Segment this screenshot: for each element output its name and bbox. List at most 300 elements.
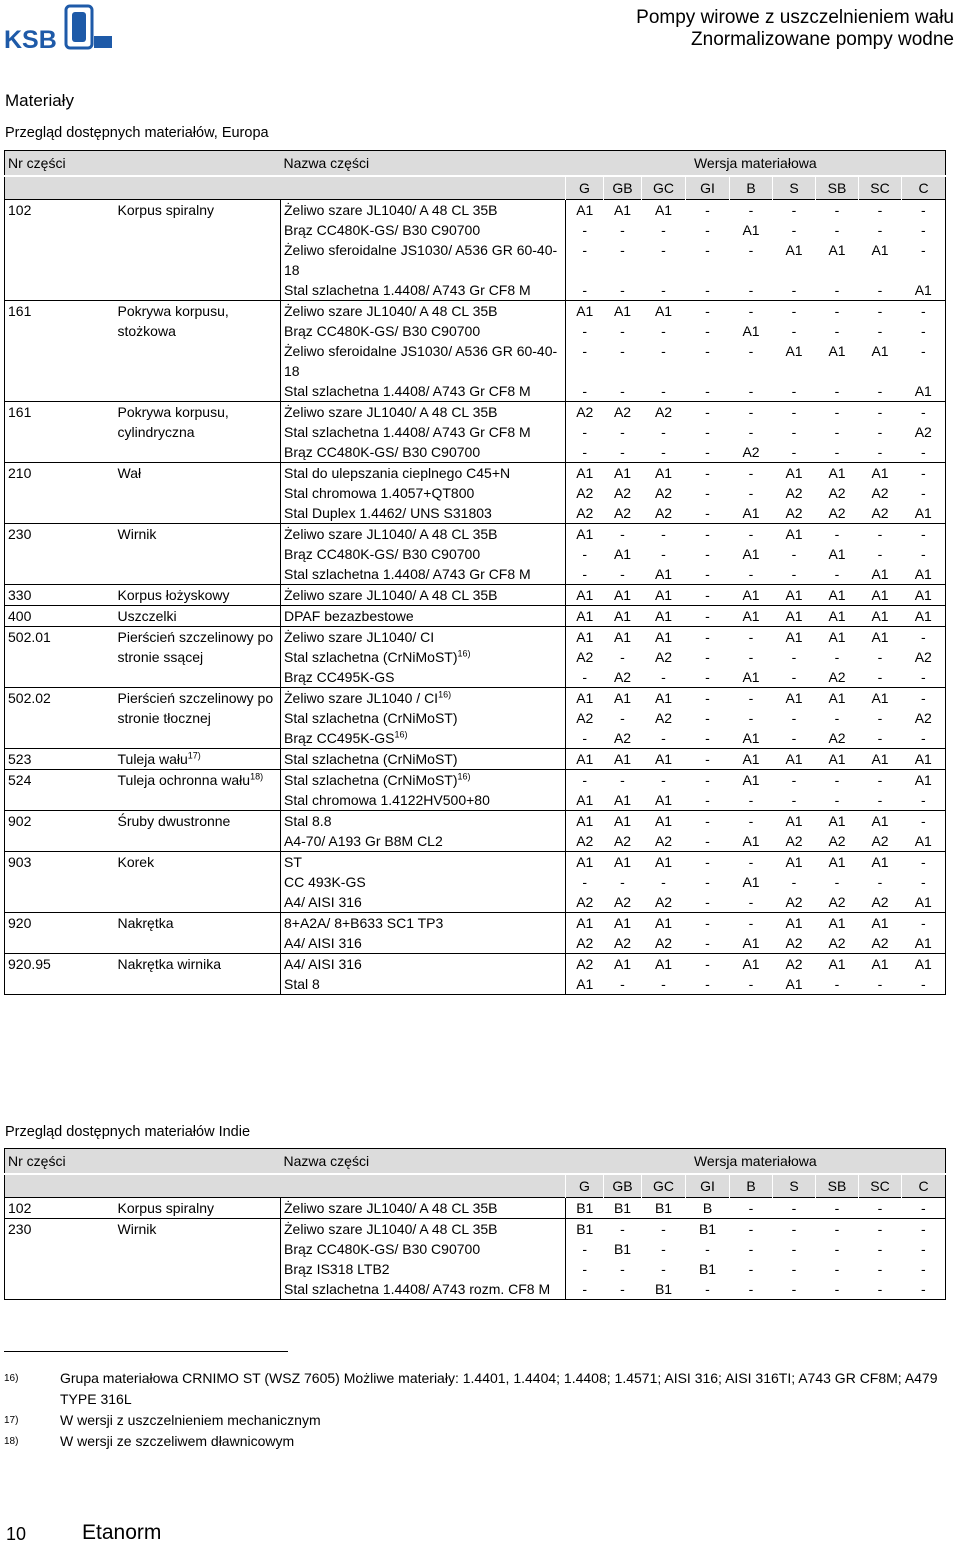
variant-cell-gc: A1 [642, 463, 686, 484]
variant-cell-gc: A1 [654, 792, 673, 808]
variant-cell-gb: A2 [604, 402, 642, 423]
variant-cell-gi: - [705, 383, 710, 399]
variant-cell-gc: - [661, 1241, 666, 1257]
india-materials-table [4, 1148, 946, 1300]
variant-cell-gi: - [705, 710, 710, 726]
footnote-text: Grupa materiałowa CRNIMO ST (WSZ 7605) Możliwe materiały: 1.4401, 1.4404; 1.4408; 1.4571; AISI 316; AISI 316TI; A743 GR CF8M; A479 TYPE 316L [60, 1370, 938, 1407]
variant-cell-gi: - [705, 649, 710, 665]
part-name-text: Uszczelki [117, 608, 177, 624]
variant-cell-sb: - [816, 301, 859, 322]
variant-cell-s: - [791, 1281, 797, 1297]
variant-cell-s: A1 [785, 976, 803, 992]
variant-cell-sc: - [877, 546, 883, 562]
material-name [281, 200, 566, 221]
material-name [281, 974, 566, 995]
variant-cell-g: - [566, 770, 604, 791]
variant-cell-sb: A1 [816, 749, 859, 770]
variant-cell-c: - [902, 524, 946, 545]
material-text: Stal szlachetna 1.4408/ A743 Gr CF8 M [284, 424, 531, 440]
variant-cell-s: - [791, 383, 797, 399]
material-name [281, 811, 566, 832]
material-name [281, 728, 566, 749]
variant-cell-sb: A1 [816, 954, 859, 975]
material-text: Stal 8 [284, 976, 320, 992]
variant-cell-sb: - [834, 566, 840, 582]
variant-cell-sb: - [834, 1241, 840, 1257]
material-text: A4/ AISI 316 [284, 956, 362, 972]
variant-cell-gc: A2 [642, 402, 686, 423]
variant-cell-gi: - [705, 976, 710, 992]
variant-header-sc: SC [859, 1174, 902, 1198]
part-name [115, 954, 281, 995]
part-number: 330 [5, 585, 115, 606]
variant-cell-b: - [748, 1261, 754, 1277]
material-name [281, 220, 566, 240]
footnote-number: 16) [4, 1373, 19, 1384]
part-name-text: Tuleja ochronna wału [117, 772, 251, 788]
variant-cell-c: A1 [914, 505, 932, 521]
variant-cell-c: A1 [914, 566, 932, 582]
variant-cell-s: A1 [773, 524, 816, 545]
material-name [281, 1279, 566, 1300]
variant-cell-g: A1 [566, 627, 604, 648]
variant-cell-g: A1 [566, 790, 604, 811]
variant-cell-sb: - [834, 792, 840, 808]
variant-header-sb: SB [816, 1174, 859, 1198]
variant-cell-g: B1 [566, 1219, 604, 1240]
material-name [281, 688, 566, 709]
variant-cell-sc: A2 [871, 485, 889, 501]
variant-cell-gc: A1 [642, 852, 686, 873]
variant-cell-b: - [748, 242, 754, 258]
variant-cell-c: A1 [902, 770, 946, 791]
variant-cell-gi: - [686, 585, 730, 606]
variant-cell-b: A1 [742, 730, 760, 746]
variant-cell-sb: - [834, 383, 840, 399]
variant-cell-c: A1 [902, 585, 946, 606]
footnote-ref: 16) [457, 648, 471, 659]
col-name-header: Nazwa części [115, 1149, 566, 1175]
variant-cell-gb: - [620, 1281, 625, 1297]
material-text: Brąz CC495K-GS [284, 730, 395, 746]
variant-cell-gi: - [705, 566, 710, 582]
variant-cell-sc: - [877, 792, 883, 808]
material-name [281, 301, 566, 322]
material-text: Brąz CC480K-GS/ B30 C90700 [284, 222, 481, 238]
variant-cell-gb: - [620, 424, 625, 440]
variant-cell-s: A1 [773, 688, 816, 709]
variant-cell-gc: A2 [654, 505, 673, 521]
material-name [281, 1219, 566, 1240]
variant-cell-b: - [730, 1198, 773, 1219]
footnote-divider [4, 1351, 288, 1352]
variant-cell-g: - [566, 1259, 604, 1279]
part-name [115, 301, 281, 402]
variant-cell-sc: A1 [859, 913, 902, 934]
variant-cell-c: - [920, 343, 926, 359]
variant-header-s: S [773, 1174, 816, 1198]
variant-cell-sc: A1 [871, 343, 889, 359]
variant-header-gc: GC [642, 176, 686, 200]
material-text: Żeliwo szare JL1040/ A 48 CL 35B [284, 587, 498, 603]
variant-cell-gc: A2 [654, 710, 673, 726]
variant-cell-c: A1 [914, 383, 932, 399]
variant-cell-sb: - [834, 710, 840, 726]
variant-cell-c: - [920, 444, 926, 460]
variant-cell-gb: A1 [604, 852, 642, 873]
variant-cell-g: A1 [566, 913, 604, 934]
variant-cell-gi: - [705, 242, 710, 258]
variant-cell-g: - [566, 544, 604, 564]
variant-cell-c: - [902, 852, 946, 873]
variant-cell-gc: A2 [654, 649, 673, 665]
part-number: 502.01 [5, 627, 115, 688]
variant-cell-c: A2 [914, 424, 932, 440]
variant-cell-b: - [730, 913, 773, 934]
variant-cell-b: A1 [742, 323, 760, 339]
variant-cell-s: A2 [785, 833, 803, 849]
variant-header-sc: SC [859, 176, 902, 200]
variant-cell-c: A2 [914, 649, 932, 665]
material-text: Brąz CC480K-GS/ B30 C90700 [284, 1241, 481, 1257]
variant-cell-sb: A2 [828, 505, 846, 521]
material-name [281, 402, 566, 423]
material-text: ST [284, 854, 302, 870]
variant-cell-gc: A1 [642, 811, 686, 832]
table-row [5, 770, 946, 791]
variant-cell-sb: A2 [828, 935, 846, 951]
variant-cell-gi: - [705, 1281, 710, 1297]
material-name [281, 483, 566, 503]
variant-cell-sc: A1 [859, 811, 902, 832]
part-name [115, 811, 281, 852]
variant-cell-sb: - [834, 222, 840, 238]
variant-cell-sc: - [877, 383, 883, 399]
variant-cell-s: A1 [773, 913, 816, 934]
variant-cell-b: - [730, 627, 773, 648]
variant-header-gb: GB [604, 1174, 642, 1198]
variant-header-g: G [566, 176, 604, 200]
variant-header-b: B [730, 176, 773, 200]
variant-cell-gc: A1 [642, 954, 686, 975]
material-text: Brąz CC480K-GS/ B30 C90700 [284, 546, 481, 562]
variant-cell-c: A1 [914, 935, 932, 951]
variant-cell-c: - [920, 485, 926, 501]
variant-cell-g: A1 [566, 524, 604, 545]
variant-cell-b: - [748, 343, 754, 359]
material-text: A4/ AISI 316 [284, 894, 362, 910]
part-name-text: Pokrywa korpusu, cylindryczna [117, 404, 229, 440]
variant-header-gi: GI [686, 176, 730, 200]
header-blank [5, 176, 566, 200]
variant-cell-g: - [566, 381, 604, 402]
variant-cell-gb: A1 [604, 811, 642, 832]
material-name [281, 463, 566, 484]
variant-cell-gb: A2 [613, 669, 632, 685]
variant-cell-gb: A1 [604, 627, 642, 648]
variant-cell-s: A2 [785, 485, 803, 501]
variant-cell-g: - [566, 667, 604, 688]
material-text: Stal szlachetna 1.4408/ A743 rozm. CF8 M [284, 1281, 551, 1297]
variant-cell-sb: A1 [816, 606, 859, 627]
footnote-ref: 18) [250, 771, 264, 782]
variant-cell-g: A1 [566, 852, 604, 873]
variant-cell-g: A2 [566, 483, 604, 503]
variant-cell-sb: - [834, 649, 840, 665]
part-name-text: Nakrętka wirnika [117, 956, 221, 972]
variant-cell-gi: - [705, 894, 710, 910]
variant-cell-s: - [791, 874, 797, 890]
material-text: Żeliwo szare JL1040/ A 48 CL 35B [284, 303, 498, 319]
variant-cell-sb: A2 [828, 833, 846, 849]
material-name [281, 933, 566, 954]
variant-cell-gb: A1 [604, 585, 642, 606]
material-text: Stal szlachetna 1.4408/ A743 Gr CF8 M [284, 566, 531, 582]
variant-cell-s: A1 [773, 585, 816, 606]
variant-cell-c: - [902, 688, 946, 709]
variant-cell-gc: A1 [642, 200, 686, 221]
material-text: Stal chromowa 1.4122HV500+80 [284, 792, 490, 808]
variant-cell-c: - [920, 1281, 926, 1297]
variant-cell-c: - [920, 323, 926, 339]
variant-cell-gb: A1 [604, 463, 642, 484]
variant-cell-c: - [920, 222, 926, 238]
variant-cell-s: - [773, 770, 816, 791]
variant-cell-gc: - [661, 242, 666, 258]
variant-cell-b: - [730, 1219, 773, 1240]
variant-cell-gi: - [705, 669, 710, 685]
material-name [281, 1259, 566, 1279]
variant-cell-gc: - [661, 730, 666, 746]
variant-cell-gi: - [705, 505, 710, 521]
material-name [281, 280, 566, 301]
variant-cell-g: - [566, 1239, 604, 1259]
variant-cell-s: A1 [773, 852, 816, 873]
variant-cell-c: - [920, 242, 926, 258]
variant-cell-g: A2 [566, 954, 604, 975]
material-name [281, 770, 566, 791]
variant-cell-gb: A2 [613, 935, 632, 951]
variant-cell-gc: A2 [654, 894, 673, 910]
part-number: 230 [5, 1219, 115, 1300]
variant-cell-g: - [566, 321, 604, 341]
variant-cell-g: A1 [566, 301, 604, 322]
variant-cell-gc: - [661, 383, 666, 399]
footnote-ref: 16) [438, 689, 452, 700]
material-name [281, 872, 566, 892]
variant-cell-c: - [920, 1241, 926, 1257]
table-row [5, 811, 946, 832]
variant-cell-sb: - [816, 200, 859, 221]
part-name [115, 463, 281, 524]
variant-header-c: C [902, 1174, 946, 1198]
variant-cell-gi: - [705, 343, 710, 359]
variant-cell-gb: - [620, 1261, 625, 1277]
table-row [5, 463, 946, 484]
material-name [281, 852, 566, 873]
variant-cell-gb: A1 [604, 749, 642, 770]
variant-cell-b: - [748, 383, 754, 399]
variant-cell-gi: - [686, 688, 730, 709]
variant-cell-gb: - [620, 444, 625, 460]
material-name [281, 503, 566, 524]
variant-cell-gc: A1 [642, 913, 686, 934]
variant-cell-g: A2 [566, 892, 604, 913]
variant-cell-s: - [791, 649, 797, 665]
variant-cell-c: - [920, 730, 926, 746]
part-name [115, 1198, 281, 1219]
part-name-text: Pierścień szczelinowy po stronie ssącej [117, 629, 274, 665]
variant-cell-gi: B [686, 1198, 730, 1219]
variant-cell-sb: A2 [828, 669, 846, 685]
material-name [281, 954, 566, 975]
variant-cell-c: - [902, 463, 946, 484]
variant-cell-sc: - [877, 1241, 883, 1257]
variant-cell-sc: - [877, 649, 883, 665]
variant-cell-gi: - [705, 444, 710, 460]
footnote-ref: 16) [457, 771, 471, 782]
material-name [281, 321, 566, 341]
variant-cell-s: - [773, 301, 816, 322]
variant-cell-sc: A1 [859, 606, 902, 627]
footnote-text: W wersji z uszczelnieniem mechanicznym [60, 1412, 321, 1428]
variant-cell-gi: - [686, 913, 730, 934]
variant-cell-b: A1 [730, 770, 773, 791]
variant-cell-gi: - [705, 323, 710, 339]
variant-cell-s: A1 [773, 606, 816, 627]
table-row [5, 913, 946, 934]
part-name-text: Korek [117, 854, 155, 870]
variant-cell-gi: - [686, 627, 730, 648]
variant-cell-b: A1 [742, 222, 760, 238]
variant-cell-gc: A1 [642, 606, 686, 627]
variant-cell-sb: A2 [828, 730, 846, 746]
variant-cell-b: - [730, 524, 773, 545]
variant-cell-sc: A1 [871, 566, 889, 582]
material-name [281, 627, 566, 648]
table-row [5, 606, 946, 627]
variant-cell-sb: - [834, 323, 840, 339]
table-row [5, 200, 946, 221]
variant-cell-g: - [566, 872, 604, 892]
material-text: Brąz IS318 LTB2 [284, 1261, 390, 1277]
variant-cell-g: A2 [566, 647, 604, 667]
variant-cell-sc: - [877, 874, 883, 890]
ksb-logo-text: KSB [4, 26, 57, 52]
variant-cell-sc: A1 [859, 852, 902, 873]
variant-cell-g: - [566, 442, 604, 463]
variant-cell-sc: - [859, 200, 902, 221]
variant-cell-gi: - [705, 730, 710, 746]
table-row [5, 1198, 946, 1219]
material-name [281, 1239, 566, 1259]
variant-cell-s: A1 [773, 811, 816, 832]
variant-cell-sb: - [816, 524, 859, 545]
variant-cell-sc: - [859, 770, 902, 791]
variant-cell-s: - [791, 424, 797, 440]
variant-cell-s: A1 [785, 343, 803, 359]
variant-cell-c: A1 [914, 833, 932, 849]
variant-cell-gc: - [661, 343, 666, 359]
part-number: 210 [5, 463, 115, 524]
material-name [281, 606, 566, 627]
variant-cell-gc: B1 [654, 1281, 673, 1297]
part-name-text: Korpus spiralny [117, 202, 214, 218]
variant-header-s: S [773, 176, 816, 200]
variant-cell-b: A1 [730, 585, 773, 606]
variant-cell-s: - [791, 566, 797, 582]
part-name-text: Korpus spiralny [117, 1200, 214, 1216]
variant-cell-sb: A1 [828, 242, 846, 258]
material-text: Stal 8.8 [284, 813, 332, 829]
variant-cell-b: A1 [742, 505, 760, 521]
variant-cell-gb: - [604, 524, 642, 545]
table-row [5, 627, 946, 648]
variant-cell-b: - [730, 811, 773, 832]
table-row [5, 402, 946, 423]
footnote-number: 17) [4, 1415, 19, 1426]
material-text: 8+A2A/ 8+B633 SC1 TP3 [284, 915, 444, 931]
variant-cell-gb: B1 [604, 1198, 642, 1219]
variant-cell-gc: A1 [654, 566, 673, 582]
variant-cell-g: - [566, 280, 604, 301]
variant-cell-c: A1 [902, 749, 946, 770]
material-text: Żeliwo szare JL1040/ A 48 CL 35B [284, 202, 498, 218]
page-header [636, 7, 954, 51]
variant-cell-gc: - [661, 546, 666, 562]
variant-cell-s: - [791, 1241, 797, 1257]
section-title: Materiały [5, 91, 74, 110]
variant-cell-sb: - [834, 874, 840, 890]
variant-cell-g: A1 [566, 688, 604, 709]
variant-cell-gb: A1 [604, 913, 642, 934]
material-text: Stal szlachetna (CrNiMoST) [284, 772, 458, 788]
material-name [281, 381, 566, 402]
variant-cell-gc: A1 [642, 585, 686, 606]
variant-cell-gb: - [604, 1219, 642, 1240]
variant-cell-gi: - [705, 833, 710, 849]
material-text: A4-70/ A193 Gr B8M CL2 [284, 833, 443, 849]
part-name [115, 200, 281, 301]
material-text: Brąz CC480K-GS/ B30 C90700 [284, 444, 481, 460]
variant-cell-sc: - [877, 444, 883, 460]
variant-header-g: G [566, 1174, 604, 1198]
material-text: Żeliwo szare JL1040/ A 48 CL 35B [284, 1221, 498, 1237]
part-number: 920 [5, 913, 115, 954]
variant-cell-sc: - [859, 301, 902, 322]
variant-cell-gc: - [642, 1219, 686, 1240]
variant-cell-g: - [566, 422, 604, 442]
variant-cell-sc: - [877, 976, 883, 992]
col-name-header: Nazwa części [115, 151, 566, 177]
variant-cell-gb: - [620, 242, 625, 258]
variant-cell-gb: A2 [613, 730, 632, 746]
material-text: Stal do ulepszania cieplnego C45+N [284, 465, 511, 481]
variant-cell-c: - [902, 200, 946, 221]
variant-cell-gb: A1 [604, 301, 642, 322]
variant-cell-s: - [791, 730, 797, 746]
variant-cell-sc: - [859, 402, 902, 423]
variant-cell-gi: - [686, 301, 730, 322]
col-nr-header: Nr części [5, 1149, 115, 1175]
variant-cell-g: - [566, 341, 604, 381]
variant-cell-gc: - [661, 323, 666, 339]
variant-cell-g: A1 [566, 463, 604, 484]
header-blank [5, 1174, 566, 1198]
variant-header-gb: GB [604, 176, 642, 200]
variant-cell-sc: A2 [871, 505, 889, 521]
variant-cell-gc: A1 [642, 688, 686, 709]
